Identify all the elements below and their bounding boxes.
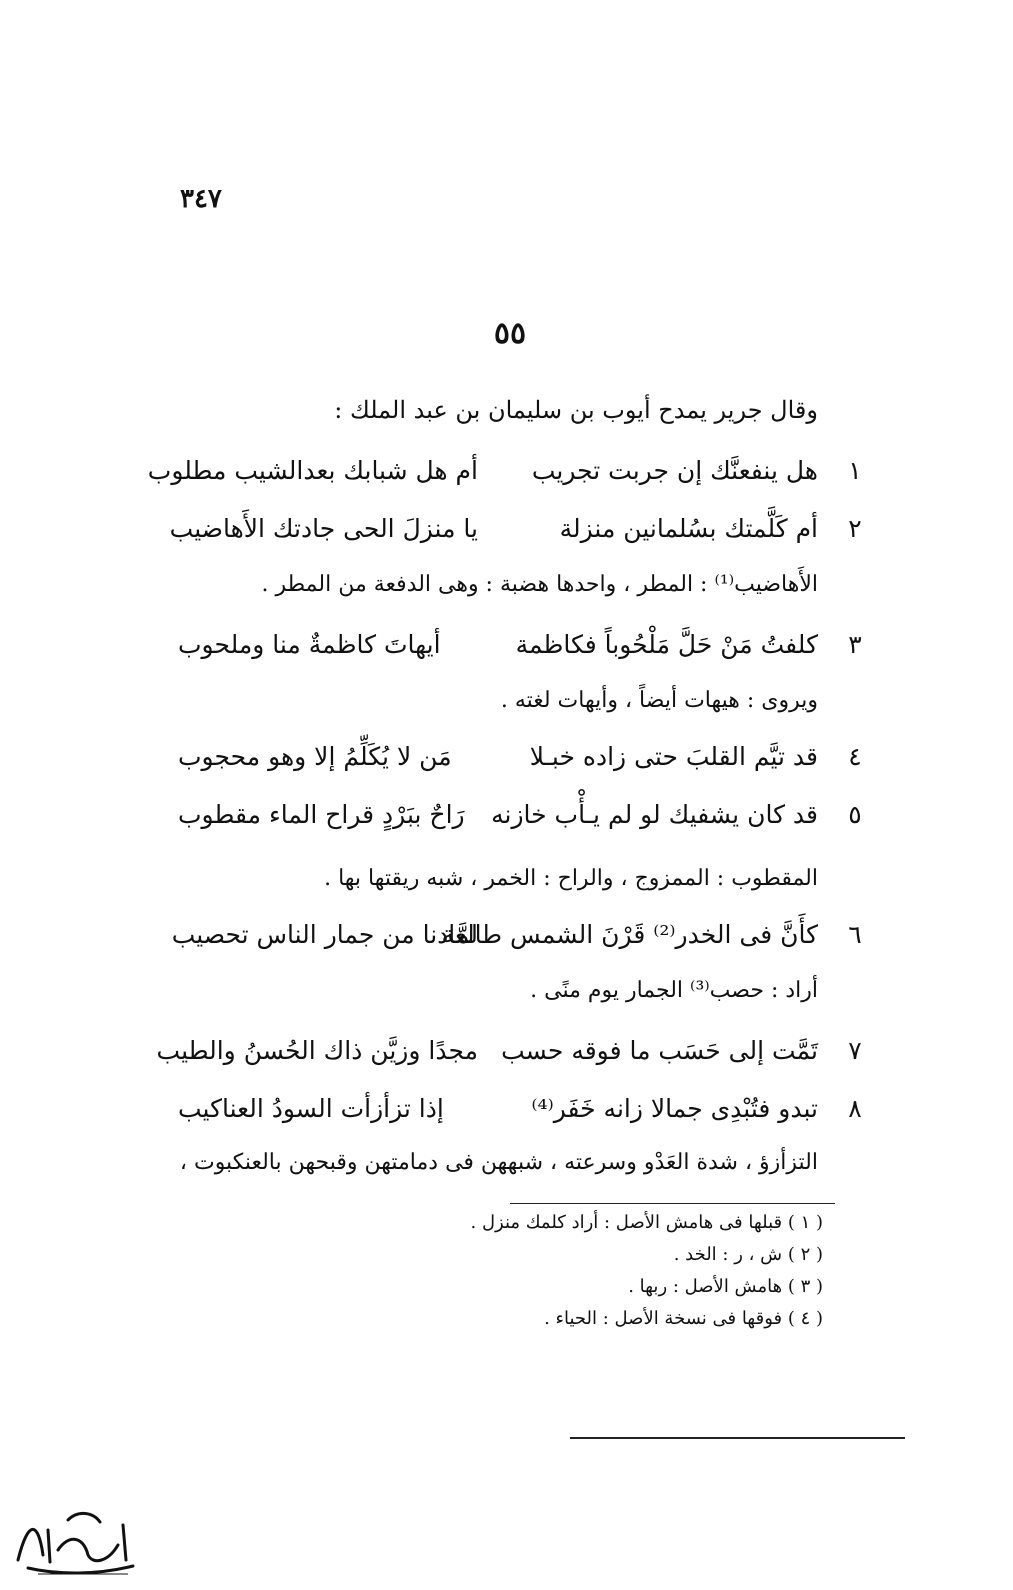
verse-line (0, 514, 1013, 554)
verse-gloss: الأَهاضيب⁽¹⁾ : المطر ، واحدها هضبة : وهى الدفعة من المطر . (261, 572, 818, 597)
verse-first-hemistich: هل ينفعنَّك إن جربت تجريب (531, 456, 818, 485)
verse-line (0, 1036, 1013, 1076)
verse-second-hemistich: لمَّادنا من جمار الناس تحصيب (171, 920, 478, 949)
footnote: ( ٤ ) فوقها فى نسخة الأصل : الحياء . (544, 1308, 823, 1329)
verse-second-hemistich: رَاحٌ ببَرْدٍ قراح الماء مقطوب (178, 800, 465, 829)
verse-first-hemistich: أم كَلَّمتك بسُلمانين منزلة (559, 514, 818, 543)
verse-gloss: التزأزؤ ، شدة العَدْو وسرعته ، شبههن فى دمامتهن وقبحهن بالعنكبوت ، (179, 1150, 818, 1175)
verse-number: ٥ (848, 800, 862, 829)
verse-line (0, 630, 1013, 670)
verse-first-hemistich: قد تيَّم القلبَ حتى زاده خبـلا (529, 742, 818, 771)
verse-second-hemistich: مَن لا يُكَلِّمُ إلا وهو محجوب (178, 742, 452, 771)
page-number: ٣٤٧ (180, 184, 222, 214)
verse-second-hemistich: إذا تزأزأت السودُ العناكيب (178, 1094, 444, 1123)
verse-second-hemistich: مجدًا وزيَّن ذاك الحُسنُ والطيب (156, 1036, 478, 1065)
verse-first-hemistich: كأَنَّ فى الخدر⁽²⁾ قَرْنَ الشمس طالعة (441, 920, 818, 949)
verse-first-hemistich: كلفتُ مَنْ حَلَّ مَلْحُوباً فكاظمة (515, 630, 818, 659)
bottom-rule (570, 1437, 905, 1439)
footnote: ( ٢ ) ش ، ر : الخد . (673, 1244, 823, 1265)
calligraphy-logo-icon (8, 1500, 148, 1580)
footnote-separator (510, 1203, 835, 1204)
poem-intro: وقال جرير يمدح أيوب بن سليمان بن عبد الملك : (334, 396, 818, 424)
verse-gloss: ويروى : هيهات أيضاً ، وأيهات لغته . (500, 688, 818, 713)
poem-number: ٥٥ (493, 316, 527, 351)
verse-number: ٤ (848, 742, 862, 771)
verse-number: ٦ (848, 920, 862, 949)
verse-number: ١ (848, 456, 862, 485)
verse-line (0, 456, 1013, 496)
verse-gloss: أراد : حصب⁽³⁾ الجمار يوم منًى . (530, 978, 818, 1003)
verse-number: ٣ (848, 630, 862, 659)
verse-gloss: المقطوب : الممزوج ، والراح : الخمر ، شبه ريقتها بها . (324, 866, 818, 891)
verse-second-hemistich: أيهاتَ كاظمةٌ منا وملحوب (178, 630, 441, 659)
verse-line (0, 800, 1013, 840)
verse-number: ٧ (848, 1036, 862, 1065)
verse-second-hemistich: يا منزلَ الحى جادتك الأَهاضيب (169, 514, 478, 543)
footnote: ( ١ ) قبلها فى هامش الأصل : أراد كلمك منزل . (470, 1212, 823, 1233)
verse-number: ٢ (848, 514, 862, 543)
verse-first-hemistich: تبدو فتُبْدِى جمالا زانه خَفَر⁽⁴⁾ (531, 1094, 818, 1123)
footnote: ( ٣ ) هامش الأصل : ربها . (628, 1276, 823, 1297)
verse-line (0, 1094, 1013, 1134)
verse-line (0, 742, 1013, 782)
verse-second-hemistich: أم هل شبابك بعدالشيب مطلوب (147, 456, 478, 485)
verse-first-hemistich: تَمَّت إلى حَسَب ما فوقه حسب (501, 1036, 818, 1065)
verse-line (0, 920, 1013, 960)
verse-first-hemistich: قد كان يشفيك لو لم يـأْب خازنه (491, 800, 818, 829)
verse-number: ٨ (848, 1094, 862, 1123)
